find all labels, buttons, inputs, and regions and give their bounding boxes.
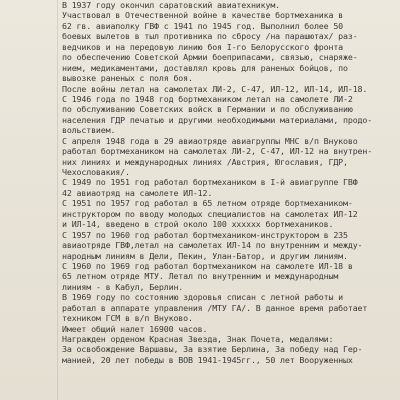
text-line: вывозке раненых с поля боя.: [62, 73, 193, 84]
text-line: С 1960 по 1969 год работал бортмехаником на самолете ИЛ-18 в: [62, 260, 353, 271]
text-line: нием, медикаментами, доставлял кровь для раненых бойцов, по: [62, 62, 348, 73]
text-line: манией, 20 лет победы в ВОВ 1941-1945гг., 50 лет Вооруженных: [62, 354, 353, 365]
margin-line: [57, 0, 58, 400]
text-line: них линиях и международных линиях /Австрия, Югославия, ГДР,: [62, 156, 348, 167]
text-line: населения ГДР печатью и другими необходимыми материалами, продо-: [62, 114, 373, 125]
text-line: 65 летном отряде МТУ. Летал по внутренним и международным: [62, 271, 339, 282]
text-line: Участвовал в Отечественной войне в качестве бортмеханика в: [62, 10, 344, 21]
text-line: Чехословакия/.: [62, 167, 130, 177]
text-line: 62 гв. авиаполку ГВФ с 1941 по 1945 год. Выполнил более 50: [62, 20, 344, 31]
text-line: работал в аппарате управления /МТУ ГА/. В данное время работает: [62, 302, 368, 313]
text-line: С 1957 по 1960 год работал бортмехаником-инструктором в 235: [62, 229, 348, 240]
text-line: Имеет общий налет 16900 часов.: [62, 323, 208, 334]
text-line: по обслуживанию Советских войск в Германии и по обслуживанию: [62, 104, 353, 115]
text-line: После войны летал на самолетах ЛИ-2, С-47, ИЛ-12, ИЛ-14, ИЛ-18.: [62, 83, 368, 94]
text-line: С 1946 года по 1948 год бортмехаником летал на самолете ЛИ-2: [62, 93, 353, 104]
text-line: С апреля 1948 года в 29 авиаотряде авиагруппы МНС в/п Внуково: [62, 135, 358, 146]
text-line: линиям - в Кабул, Берлин.: [62, 281, 184, 292]
text-line: Награжден орденом Красная Звезда, Знак Почета, медалями:: [62, 334, 334, 344]
text-line: В 1937 году окончил саратовский авиатехникум.: [62, 0, 281, 10]
text-line: вольствием.: [62, 125, 116, 136]
text-line: В 1969 году по состоянию здоровья списан с летной работы и: [62, 292, 344, 303]
text-line: С 1949 по 1951 год работал бортмехаником в I-й авиагруппе ГВФ: [62, 177, 358, 188]
text-line: ведчиков и на передовую линию боя I-го Белорусского фронта: [62, 41, 344, 52]
text-line: работал бортмехаником на самолетах ЛИ-2, С-47, ИЛ-12 на внутрен-: [62, 146, 373, 157]
text-line: и ИЛ-14, введено в строй около 100 хххххх бортмехаников.: [62, 219, 334, 230]
text-line: боевых вылетов в тыл противника по сбросу /на парашютах/ раз-: [62, 31, 358, 42]
document-text: [62, 0, 398, 365]
text-line: С 1951 по 1957 год работал в 65 летном отряде бортмехаником-: [62, 198, 353, 209]
text-line: авиаотряде ГВФ,летал на самолетах ИЛ-14 по внутренним и между-: [62, 240, 363, 251]
text-line: 42 авиаотряд на самолете ИЛ-12.: [62, 187, 213, 198]
text-line: инструктором по вводу молодых специалистов на самолетах ИЛ-12: [62, 208, 358, 219]
text-line: народным линиям в Дели, Пекин, Улан-Батор, и другим линиям.: [62, 250, 348, 261]
text-line: техником ГСМ в в/п Внуково.: [62, 313, 193, 324]
text-line: по обеспечению Советской Армии боеприпасами, связью, снаряже-: [62, 52, 358, 63]
text-line: За освобождение Варшавы, За взятие Берлина, За победу над Гер-: [62, 344, 363, 355]
